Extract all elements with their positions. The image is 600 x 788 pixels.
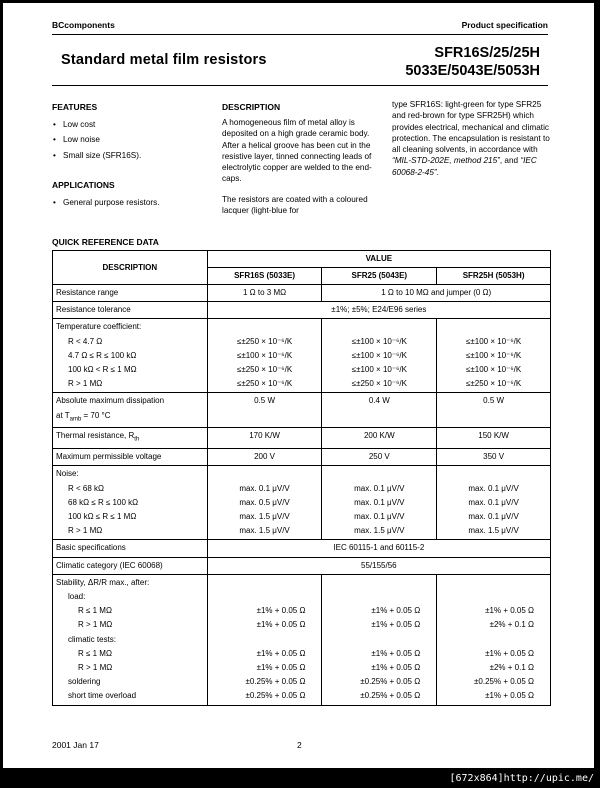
part-numbers	[405, 44, 540, 80]
footer-page-number: 2	[297, 740, 302, 750]
feature-item: • Small size (SFR16S).	[53, 150, 141, 161]
quick-reference-heading: QUICK REFERENCE DATA	[52, 237, 159, 247]
table-row-climatic-category: Climatic category (IEC 60068) 55/155/56	[53, 557, 551, 574]
datasheet-page	[3, 3, 594, 768]
document-type: Product specification	[461, 20, 548, 30]
description-paragraph-3: type SFR16S: light-green for type SFR25 and red-brown for type SFR25H) which provides electrical, mechanical and climatic protection. The encapsulation is resistant to all cleaning solvents, in accordance with “MIL-STD-202E, method 215”, and “IEC 60068-2-45”.	[392, 100, 550, 177]
applications-heading: APPLICATIONS	[52, 180, 115, 190]
column-header-sfr25h: SFR25H (5053H)	[437, 268, 551, 285]
description-heading: DESCRIPTION	[222, 102, 281, 112]
feature-item: • Low cost	[53, 119, 95, 130]
table-row-noise: Noise: R < 68 kΩ 68 kΩ ≤ R ≤ 100 kΩ 100 kΩ ≤ R ≤ 1 MΩ R > 1 MΩ max. 0.1 μV/V max. 0.5 μV/V max. 1.5 μV/V max. 1.5 μV/V max. 0.1 μV/V max. 0.1 μV/V max. 0.1 μV/V max. 1.5 μV/V max. 0.1 μV/V max. 0.1 μV/V max. 0.1 μV/V max. 1.5 μV/V	[53, 466, 551, 540]
table-row-thermal-resistance: Thermal resistance, $R_{th}$ 170 K/W 200 K/W 150 K/W	[53, 428, 551, 449]
header-rule	[52, 34, 548, 35]
table-header-row	[53, 251, 551, 268]
watermark-text: [672x864]http://upic.me/	[449, 773, 594, 784]
column-header-sfr16s: SFR16S (5033E)	[207, 268, 322, 285]
description-paragraph-1: A homogeneous film of metal alloy is deposited on a high grade ceramic body. After a helical groove has been cut in the resistive layer, tinned connecting leads of electrolytic copper are welded to the end-caps.	[222, 118, 372, 184]
value-column-header: VALUE	[207, 251, 550, 268]
column-header-sfr25: SFR25 (5043E)	[322, 268, 437, 285]
application-item: • General purpose resistors.	[53, 197, 159, 208]
quick-reference-table	[52, 250, 551, 706]
table-row-dissipation: Absolute maximum dissipation at $T_{amb} = 70$ °C 0.5 W 0.4 W 0.5 W	[53, 393, 551, 428]
description-paragraph-2: The resistors are coated with a coloured lacquer (light-blue for	[222, 195, 368, 216]
mil-std-reference: “MIL-STD-202E, method 215”	[392, 156, 500, 166]
table-row-stability: Stability, ΔR/R max., after: load: R ≤ 1 MΩ R > 1 MΩ climatic tests: R ≤ 1 MΩ R > 1 MΩ soldering short time overload ±1% + 0.05 Ω ±1% + 0.05 Ω ±1% + 0.05 Ω ±1% + 0.05 Ω ±0.25% + 0.05 Ω ±0.25% + 0.05 Ω ±1% + 0.05 Ω ±1% + 0.05 Ω ±1% + 0.05 Ω ±1% + 0.05 Ω ±0.25% + 0.05 Ω ±0.25% + 0.05 Ω ±1% + 0.05 Ω ±2% + 0.1 Ω ±1% + 0.05 Ω ±2% + 0.1 Ω ±0.25% + 0.05 Ω ±1% + 0.05 Ω	[53, 574, 551, 705]
table-row-max-voltage: Maximum permissible voltage 200 V 250 V 350 V	[53, 449, 551, 466]
table-row-resistance-range: Resistance range 1 Ω to 3 MΩ 1 Ω to 10 MΩ and jumper (0 Ω)	[53, 285, 551, 302]
features-heading: FEATURES	[52, 102, 98, 112]
company-name: BCcomponents	[52, 20, 115, 30]
part-number-line-1: SFR16S/25/25H	[434, 45, 540, 61]
iec-reference: “IEC 60068-2-45”	[392, 156, 537, 177]
description-column-header: DESCRIPTION	[53, 251, 208, 285]
feature-item: • Low noise	[53, 134, 100, 145]
table-row-tolerance: Resistance tolerance ±1%; ±5%; E24/E96 series	[53, 302, 551, 319]
table-row-basic-specifications: Basic specifications IEC 60115-1 and 60115-2	[53, 540, 551, 557]
part-number-line-2: 5033E/5043E/5053H	[405, 63, 540, 79]
footer-date: 2001 Jan 17	[52, 740, 99, 750]
page-title: Standard metal film resistors	[61, 52, 267, 68]
title-rule	[52, 85, 548, 86]
table-row-temperature-coefficient: Temperature coefficient: R < 4.7 Ω 4.7 Ω ≤ R ≤ 100 kΩ 100 kΩ < R ≤ 1 MΩ R > 1 MΩ ≤±250 × 10⁻⁶/K ≤±100 × 10⁻⁶/K ≤±250 × 10⁻⁶/K ≤±250 × 10⁻⁶/K ≤±100 × 10⁻⁶/K ≤±100 × 10⁻⁶/K ≤±100 × 10⁻⁶/K ≤±250 × 10⁻⁶/K ≤±100 × 10⁻⁶/K ≤±100 × 10⁻⁶/K ≤±100 × 10⁻⁶/K ≤±250 × 10⁻⁶/K	[53, 319, 551, 393]
